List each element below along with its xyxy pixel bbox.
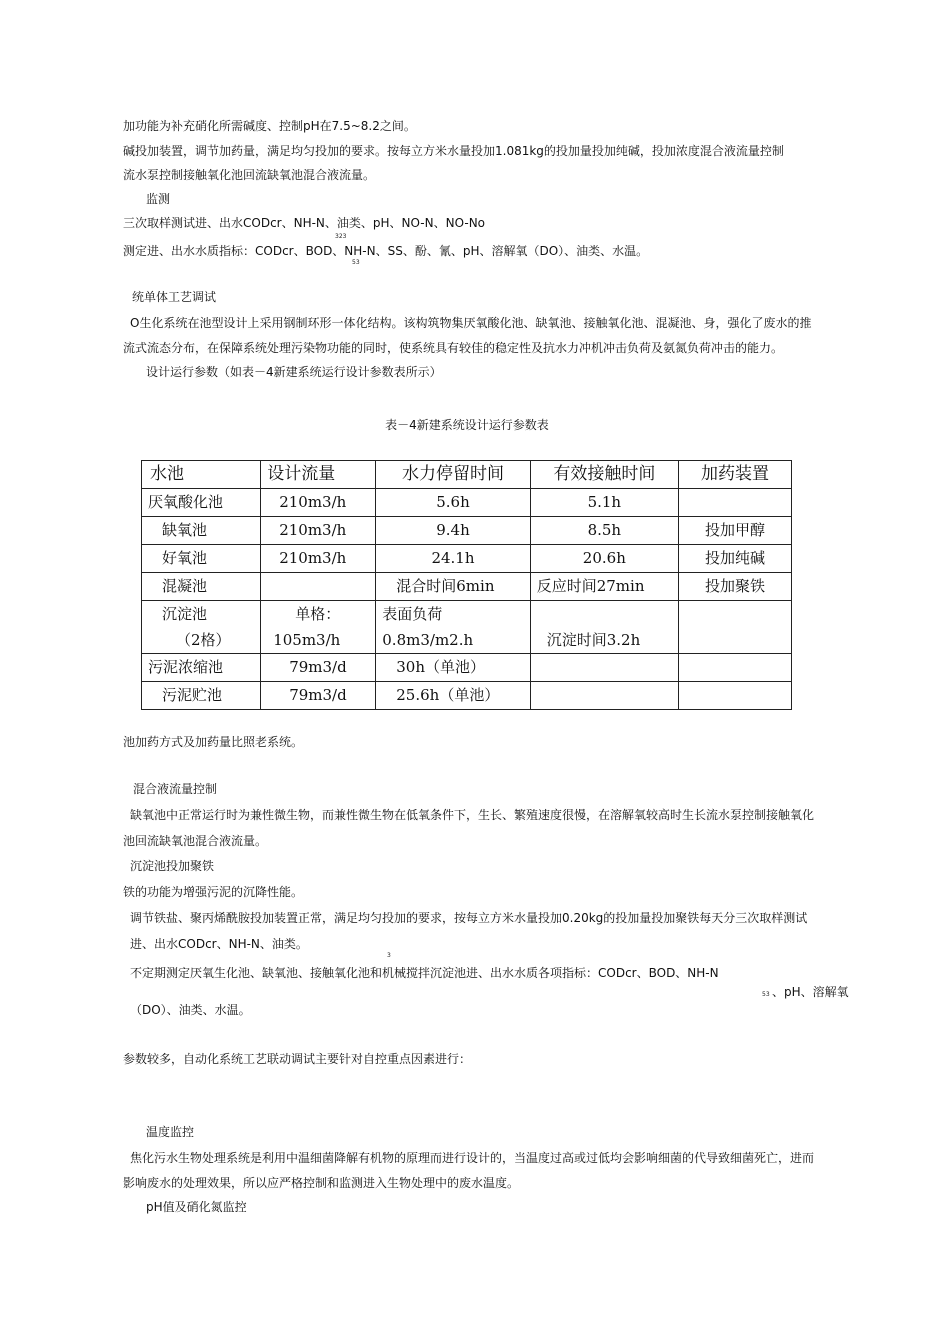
paragraph-line: 铁的功能为增强污泥的沉降性能。	[123, 885, 304, 899]
table-cell	[530, 654, 678, 682]
table-cell: 210m3/h	[261, 517, 376, 545]
table-cell	[261, 573, 376, 601]
paragraph-line: 影响废水的处理效果，所以应严格控制和监测进入生物处理中的废水温度。	[123, 1176, 520, 1190]
paragraph-line: 不定期测定厌氧生化池、缺氧池、接触氧化池和机械搅拌沉淀池进、出水水质各项指标：CODcr、BOD、NH-N	[130, 966, 719, 980]
paragraph-line: （DO）、油类、水温。	[130, 1003, 251, 1017]
table-row	[142, 489, 792, 517]
text-line: 池加药方式及加药量比照老系统。	[123, 735, 304, 749]
subscript: 323	[335, 233, 347, 240]
text-line: 流水泵控制接触氧化池回流缺氧池混合液流量。	[123, 168, 376, 182]
table-cell: 混凝池	[142, 573, 261, 601]
table-cell: 投加甲醇	[678, 517, 791, 545]
table-cell	[678, 654, 791, 682]
table-row	[142, 654, 792, 682]
parameters-table	[141, 460, 792, 710]
table-cell	[678, 601, 791, 654]
header-cell: 设计流量	[261, 461, 376, 489]
table-row	[142, 682, 792, 710]
table-header-row	[142, 461, 792, 489]
table-cell: 79m3/d	[261, 654, 376, 682]
paragraph-line: 进、出水CODcr、NH-N、油类。	[130, 937, 308, 951]
table-cell: 30h（单池）	[376, 654, 530, 682]
table-cell: 投加纯碱	[678, 545, 791, 573]
paragraph-line: 流式流态分布，在保障系统处理污染物功能的同时，使系统具有较佳的稳定性及抗水力冲机冲击负荷及氨氮负荷冲击的能力。	[123, 341, 784, 355]
pool-name: 沉淀池	[162, 605, 208, 623]
table-cell	[261, 601, 376, 654]
table-caption: 表－4新建系统设计运行参数表	[385, 418, 549, 432]
text-line: 参数较多，自动化系统工艺联动调试主要针对自控重点因素进行：	[123, 1052, 472, 1066]
table-cell: 厌氧酸化池	[142, 489, 261, 517]
paragraph-line: 、pH、溶解氧	[772, 985, 849, 999]
text-line: 测定进、出水水质指标：CODcr、BOD、NH-N、SS、酚、氰、pH、溶解氧（DO）、油类、水温。	[123, 244, 649, 258]
paragraph-line: 焦化污水生物处理系统是利用中温细菌降解有机物的原理而进行设计的，当温度过高或过低均会影响细菌的代导致细菌死亡，进而	[130, 1151, 815, 1165]
table-row	[142, 573, 792, 601]
subscript: 3	[387, 952, 391, 959]
table-cell	[678, 682, 791, 710]
table-cell	[678, 489, 791, 517]
table-cell: 好氧池	[142, 545, 261, 573]
table-cell: 表面负荷0.8m3/m2.h	[376, 601, 530, 654]
table-row	[142, 601, 792, 654]
table-cell: 5.6h	[376, 489, 530, 517]
table-cell: 混合时间6min	[376, 573, 530, 601]
table-cell: 投加聚铁	[678, 573, 791, 601]
section-heading: 温度监控	[146, 1125, 195, 1139]
table-cell: 缺氧池	[142, 517, 261, 545]
section-heading: pH值及硝化氮监控	[146, 1200, 247, 1214]
table-row	[142, 545, 792, 573]
table-cell: 反应时间27min	[530, 573, 678, 601]
table-cell	[142, 601, 261, 654]
paragraph-line: 池回流缺氧池混合液流量。	[123, 834, 268, 848]
section-heading: 混合液流量控制	[133, 782, 218, 796]
text-line: 加功能为补充硝化所需碱度、控制pH在7.5~8.2之间。	[123, 119, 416, 133]
table-cell: 9.4h	[376, 517, 530, 545]
header-cell: 加药装置	[678, 461, 791, 489]
flow-label: 单格：	[295, 605, 341, 623]
pool-note: （2格）	[176, 631, 231, 649]
header-cell: 有效接触时间	[530, 461, 678, 489]
table-cell	[530, 682, 678, 710]
table-cell: 24.1h	[376, 545, 530, 573]
header-cell: 水池	[142, 461, 261, 489]
table-cell: 沉淀时间3.2h	[530, 601, 678, 654]
table-cell: 污泥贮池	[142, 682, 261, 710]
section-heading: 统单体工艺调试	[132, 290, 217, 304]
table-cell: 79m3/d	[261, 682, 376, 710]
subscript: 53	[762, 991, 770, 998]
header-cell: 水力停留时间	[376, 461, 530, 489]
table-cell: 210m3/h	[261, 545, 376, 573]
flow-value: 105m3/h	[273, 631, 341, 649]
paragraph-line: 缺氧池中正常运行时为兼性微生物，而兼性微生物在低氧条件下，生长、繁殖速度很慢，在溶解氧较高时生长流水泵控制接触氧化	[130, 808, 815, 822]
table-cell: 污泥浓缩池	[142, 654, 261, 682]
section-heading: 监测	[146, 192, 171, 206]
section-heading: 沉淀池投加聚铁	[130, 859, 215, 873]
text-line: 碱投加装置，调节加药量，满足均匀投加的要求。按每立方米水量投加1.081kg的投加量投加纯碱，投加浓度混合液流量控制	[123, 144, 784, 158]
table-cell: 20.6h	[530, 545, 678, 573]
table-cell: 8.5h	[530, 517, 678, 545]
text-line: 三次取样测试进、出水CODcr、NH-N、油类、pH、NO-N、NO-No	[123, 216, 486, 230]
subscript: 53	[352, 259, 360, 266]
paragraph-line: O生化系统在池型设计上采用钢制环形一体化结构。该构筑物集厌氧酸化池、缺氧池、接触氧化池、混凝池、身，强化了废水的推	[130, 316, 812, 330]
table-cell: 210m3/h	[261, 489, 376, 517]
paragraph-line: 调节铁盐、聚丙烯酰胺投加装置正常，满足均匀投加的要求，按每立方米水量投加0.20kg的投加量投加聚铁每天分三次取样测试	[130, 911, 808, 925]
paragraph-line: 设计运行参数（如表－4新建系统运行设计参数表所示）	[146, 365, 442, 379]
table-cell: 5.1h	[530, 489, 678, 517]
table-row	[142, 517, 792, 545]
table-cell: 25.6h（单池）	[376, 682, 530, 710]
